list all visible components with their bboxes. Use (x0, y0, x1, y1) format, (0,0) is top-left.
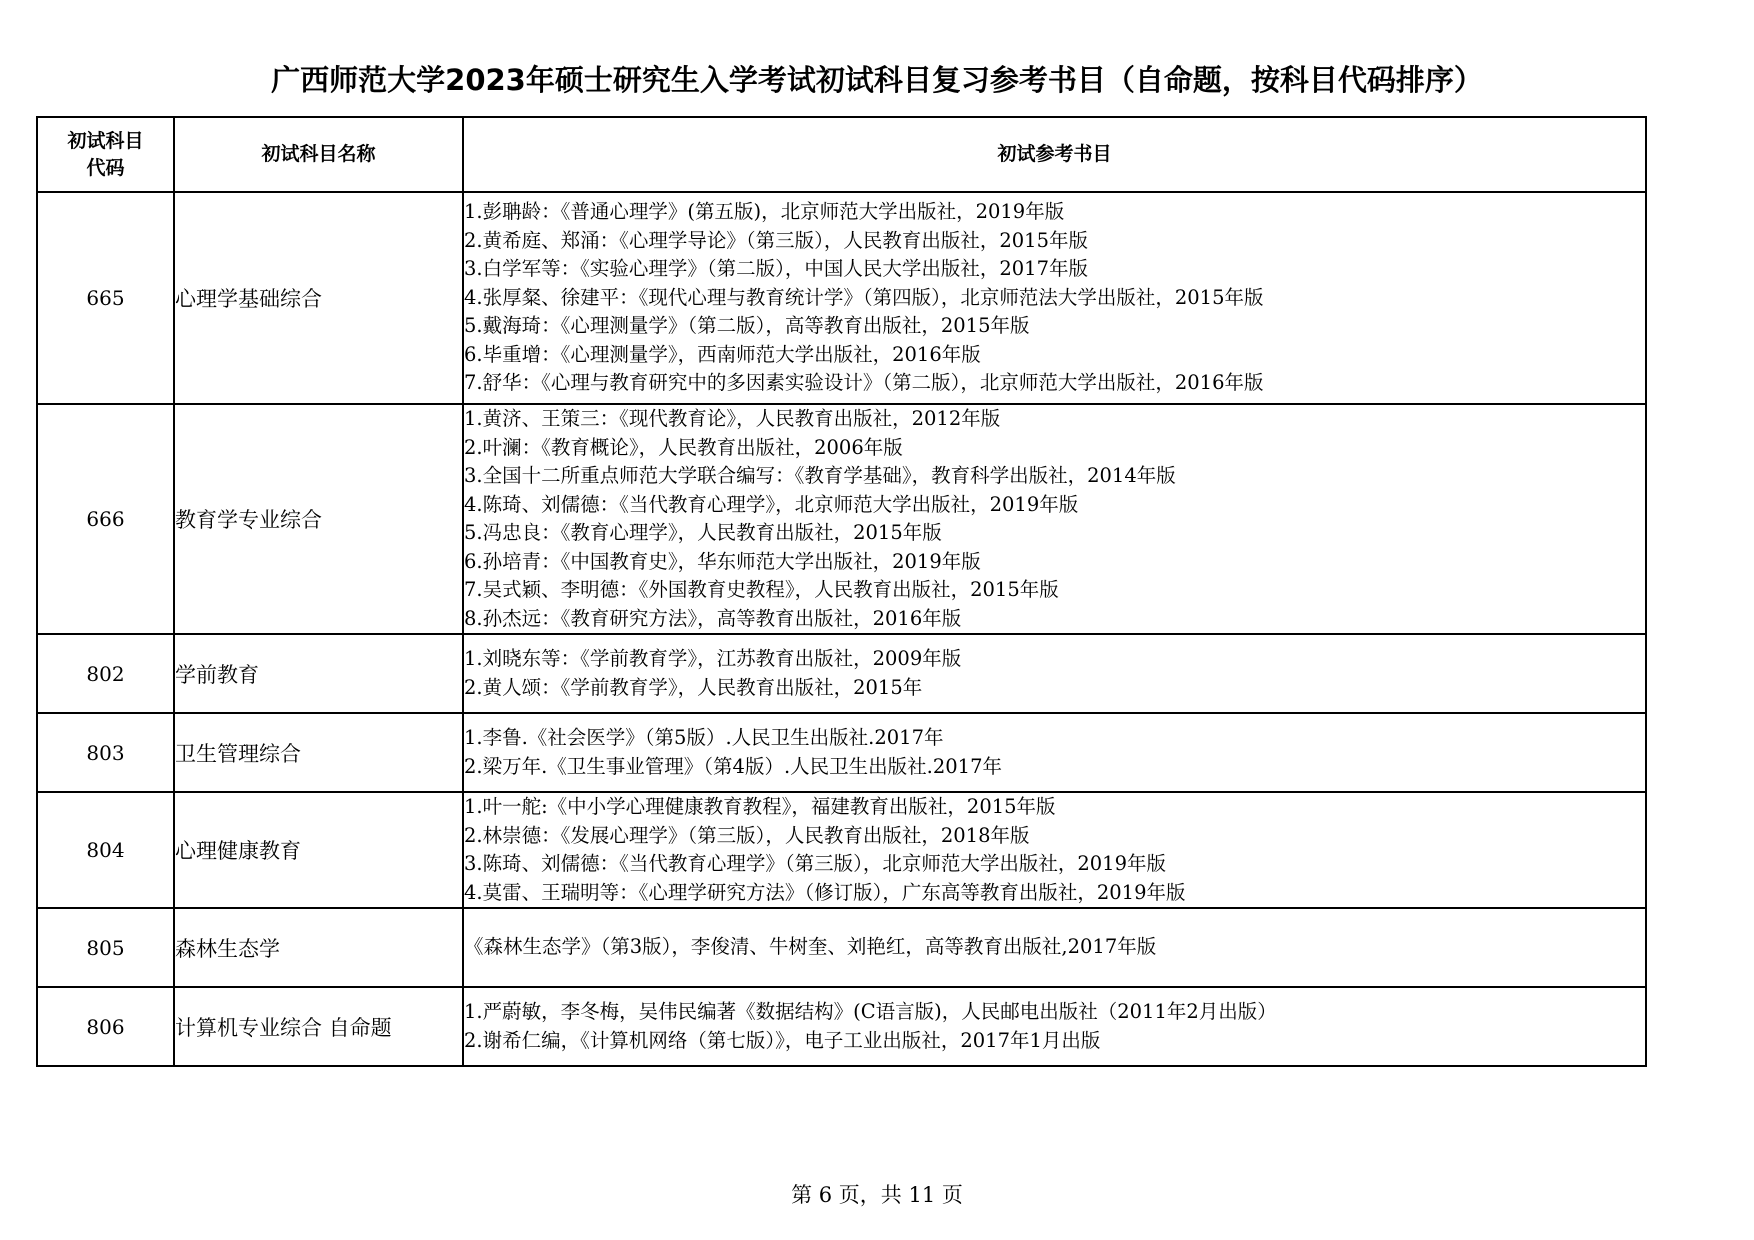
reference-book-entry: 2.叶澜：《教育概论》，人民教育出版社，2006年版 (464, 435, 903, 459)
reference-book-entry: 6.毕重增：《心理测量学》，西南师范大学出版社，2016年版 (464, 342, 981, 366)
header-subject-code (37, 117, 174, 192)
table-row (37, 987, 1646, 1066)
reference-book-entry: 7.舒华：《心理与教育研究中的多因素实验设计》（第二版），北京师范大学出版社，2016年版 (464, 371, 1264, 395)
table-row (37, 404, 1646, 634)
reference-books-cell (463, 634, 1646, 713)
header-reference-books: 初试参考书目 (463, 117, 1646, 192)
subject-name-cell: 卫生管理综合 (174, 713, 463, 792)
table-row (37, 192, 1646, 404)
reference-book-entry: 1.叶一舵:《中小学心理健康教育教程》，福建教育出版社，2015年版 (464, 795, 1056, 818)
subject-code-cell: 804 (37, 792, 174, 908)
reference-book-entry: 4.莫雷、王瑞明等：《心理学研究方法》（修订版），广东高等教育出版社，2019年版 (464, 880, 1186, 904)
reference-book-entry: 2.黄希庭、郑涌：《心理学导论》（第三版），人民教育出版社，2015年版 (464, 228, 1088, 252)
reference-book-entry: 5.冯忠良：《教育心理学》，人民教育出版社，2015年版 (464, 521, 942, 544)
reference-book-entry: 6.孙培青：《中国教育史》，华东师范大学出版社，2019年版 (464, 549, 981, 573)
reference-book-entry: 4.张厚粲、徐建平：《现代心理与教育统计学》（第四版），北京师范法大学出版社，2015年版 (464, 285, 1264, 309)
reference-books-cell (463, 987, 1646, 1066)
reference-books-table (36, 116, 1647, 1067)
subject-code-cell: 806 (37, 987, 174, 1066)
reference-book-entry: 《森林生态学》（第3版），李俊清、牛树奎、刘艳红，高等教育出版社,2017年版 (464, 935, 1157, 959)
document-title: 广西师范大学2023年硕士研究生入学考试初试科目复习参考书目（自命题，按科目代码排序） (271, 63, 1483, 97)
reference-book-entry: 1.黄济、王策三：《现代教育论》，人民教育出版社，2012年版 (464, 407, 1001, 430)
reference-book-entry: 1.严蔚敏，李冬梅，吴伟民编著《数据结构》(C语言版)，人民邮电出版社（2011年2月出版） (464, 1000, 1277, 1023)
reference-books-cell (463, 404, 1646, 634)
reference-book-entry: 4.陈琦、刘儒德：《当代教育心理学》，北京师范大学出版社，2019年版 (464, 492, 1079, 516)
reference-book-entry: 7.吴式颖、李明德：《外国教育史教程》，人民教育出版社，2015年版 (464, 578, 1059, 601)
reference-book-entry: 1.刘晓东等：《学前教育学》，江苏教育出版社，2009年版 (464, 647, 962, 670)
subject-code-cell: 665 (37, 192, 174, 404)
reference-books-cell (463, 908, 1646, 987)
subject-name-cell: 心理健康教育 (174, 792, 463, 908)
subject-name-cell: 心理学基础综合 (174, 192, 463, 404)
reference-book-entry: 3.全国十二所重点师范大学联合编写：《教育学基础》，教育科学出版社，2014年版 (464, 464, 1176, 487)
subject-code-cell: 805 (37, 908, 174, 987)
reference-book-entry: 5.戴海琦：《心理测量学》（第二版），高等教育出版社，2015年版 (464, 314, 1030, 338)
header-subject-code-line2: 代码 (86, 156, 125, 179)
reference-book-entry: 1.李鲁.《社会医学》（第5版）.人民卫生出版社.2017年 (464, 726, 944, 749)
table-row (37, 634, 1646, 713)
reference-books-cell (463, 192, 1646, 404)
header-subject-code-line1: 初试科目 (67, 129, 144, 152)
subject-name-cell: 森林生态学 (174, 908, 463, 987)
reference-books-cell (463, 792, 1646, 908)
reference-book-entry: 8.孙杰远：《教育研究方法》，高等教育出版社，2016年版 (464, 606, 962, 630)
subject-name-cell: 教育学专业综合 (174, 404, 463, 634)
subject-code-cell: 802 (37, 634, 174, 713)
reference-book-entry: 1.彭聃龄：《普通心理学》(第五版)，北京师范大学出版社，2019年版 (464, 200, 1065, 224)
reference-book-entry: 2.谢希仁编，《计算机网络（第七版）》，电子工业出版社，2017年1月出版 (464, 1028, 1101, 1052)
table-row (37, 713, 1646, 792)
subject-code-cell: 666 (37, 404, 174, 634)
table-row (37, 792, 1646, 908)
table-body (37, 192, 1646, 1066)
reference-book-entry: 2.梁万年.《卫生事业管理》（第4版）.人民卫生出版社.2017年 (464, 754, 1002, 778)
subject-name-cell: 计算机专业综合 自命题 (174, 987, 463, 1066)
header-subject-name: 初试科目名称 (174, 117, 463, 192)
reference-book-entry: 2.林崇德：《发展心理学》（第三版），人民教育出版社，2018年版 (464, 823, 1030, 847)
table-header-row (37, 117, 1646, 192)
page-footer: 第 6 页，共 11 页 (791, 1183, 963, 1207)
subject-code-cell: 803 (37, 713, 174, 792)
reference-book-entry: 3.白学军等：《实验心理学》（第二版），中国人民大学出版社，2017年版 (464, 257, 1088, 281)
table-row (37, 908, 1646, 987)
reference-book-entry: 3.陈琦、刘儒德：《当代教育心理学》（第三版），北京师范大学出版社，2019年版 (464, 852, 1166, 875)
subject-name-cell: 学前教育 (174, 634, 463, 713)
reference-books-cell (463, 713, 1646, 792)
reference-book-entry: 2.黄人颂：《学前教育学》，人民教育出版社，2015年 (464, 675, 923, 699)
